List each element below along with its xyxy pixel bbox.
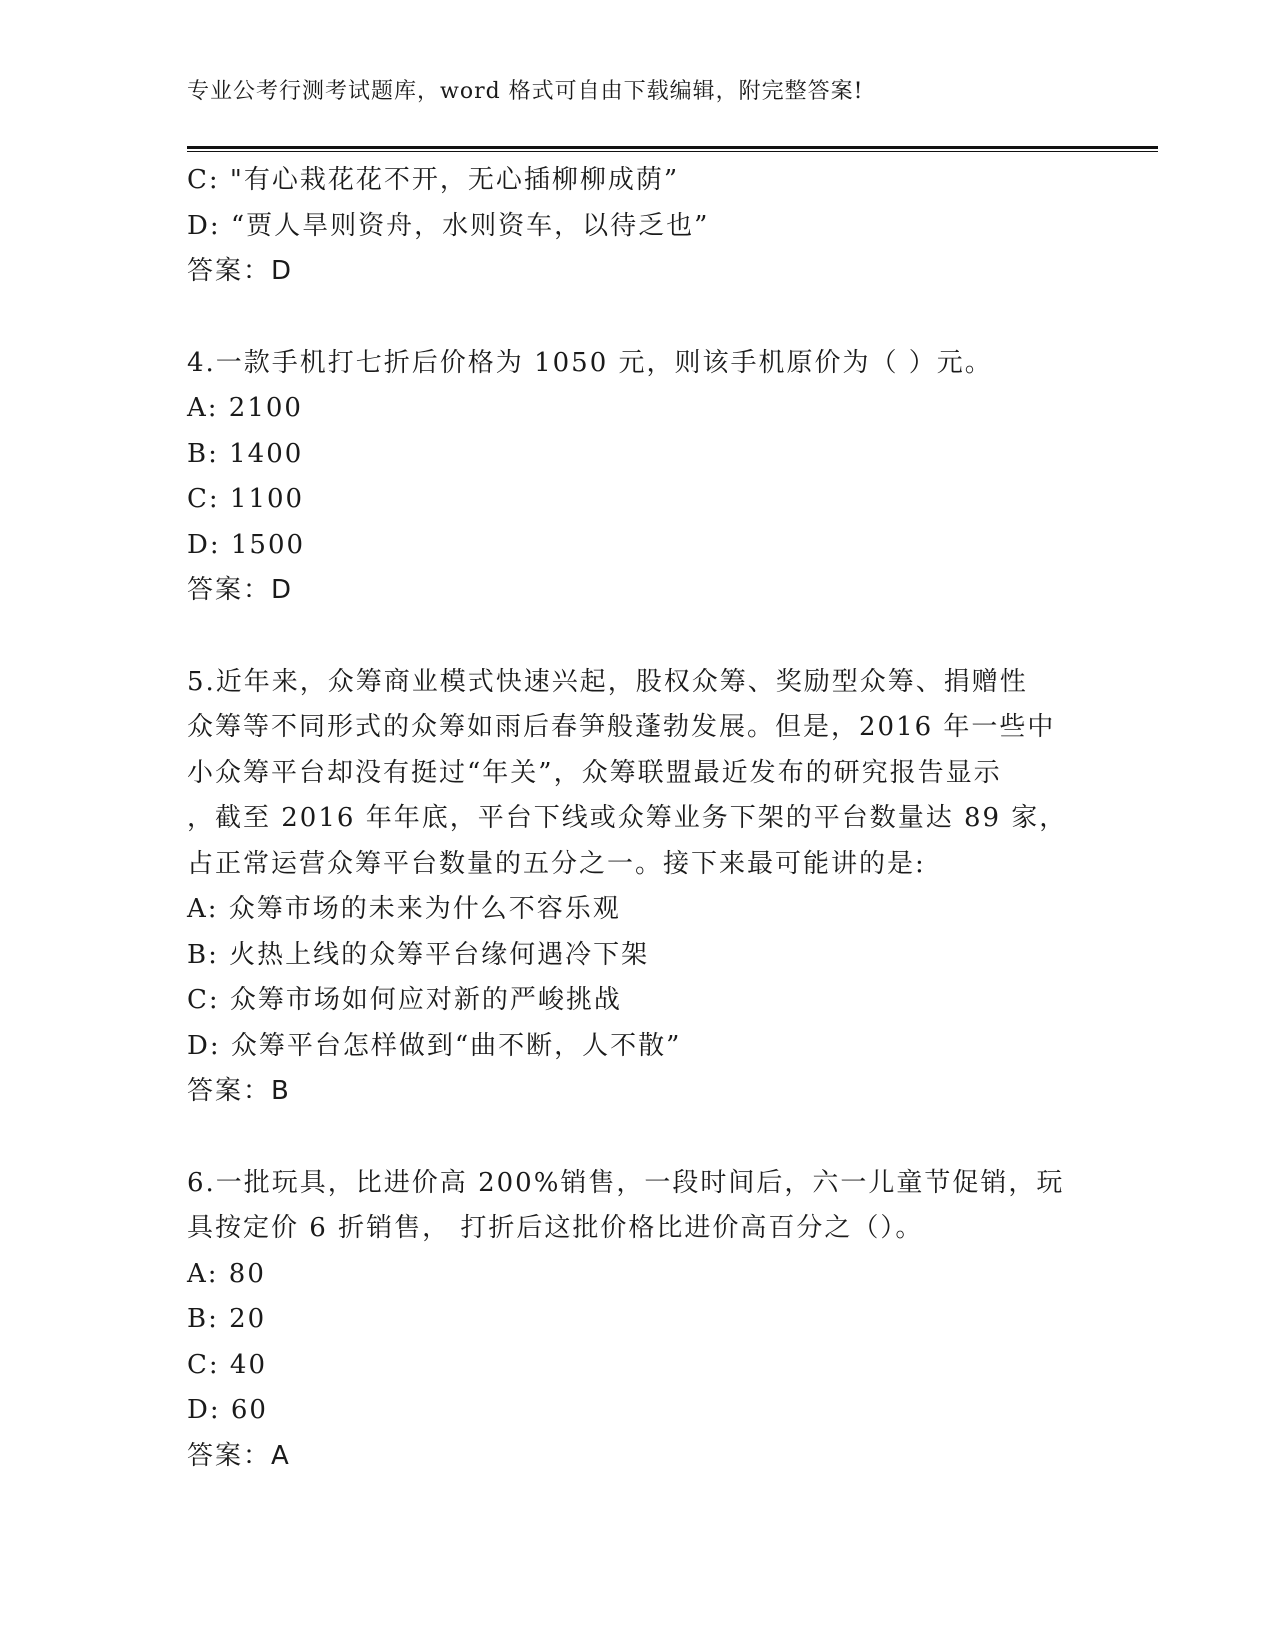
question-list <box>187 158 1087 1479</box>
option-b: B: 20 <box>187 1304 267 1334</box>
spacer <box>187 295 1087 341</box>
option-b: B: 火热上线的众筹平台缘何遇冷下架 <box>187 939 650 970</box>
spacer <box>187 614 1087 660</box>
question-block-3 <box>187 158 1087 295</box>
option-b: B: 1400 <box>187 438 304 469</box>
question-block-5 <box>187 660 1087 1115</box>
question-stem: ，截至 2016 年年底，平台下线或众筹业务下架的平台数量达 89 家， <box>187 803 1068 833</box>
answer-line: 答案：D <box>187 575 294 605</box>
question-stem: 4.一款手机打七折后价格为 1050 元，则该手机原价为（ ）元。 <box>187 347 993 378</box>
question-block-6 <box>187 1161 1087 1480</box>
option-a: A: 80 <box>187 1258 266 1289</box>
option-c: C: 众筹市场如何应对新的严峻挑战 <box>187 985 622 1015</box>
option-c: C: 1100 <box>187 484 305 514</box>
question-stem: 小众筹平台却没有挺过“年关”，众筹联盟最近发布的研究报告显示 <box>187 757 1002 788</box>
option-a: A: 众筹市场的未来为什么不容乐观 <box>187 894 621 924</box>
page-header: 专业公考行测考试题库，word 格式可自由下载编辑，附完整答案! <box>187 79 864 104</box>
option-c: C: "有心栽花花不开，无心插柳柳成荫” <box>187 165 680 195</box>
option-d: D: 60 <box>187 1395 268 1425</box>
answer-line: 答案：B <box>187 1076 291 1106</box>
header-divider-thick <box>187 146 1158 149</box>
question-stem: 众筹等不同形式的众筹如雨后春笋般蓬勃发展。但是，2016 年一些中 <box>187 712 1056 742</box>
option-c: C: 40 <box>187 1349 268 1380</box>
question-stem: 具按定价 6 折销售， 打折后这批价格比进价高百分之（）。 <box>187 1213 924 1243</box>
question-block-4 <box>187 341 1087 614</box>
spacer <box>187 1115 1087 1161</box>
header-divider-thin <box>187 151 1158 152</box>
question-stem: 6.一批玩具，比进价高 200%销售，一段时间后，六一儿童节促销，玩 <box>187 1167 1065 1198</box>
option-a: A: 2100 <box>187 393 303 423</box>
question-stem: 5.近年来，众筹商业模式快速兴起，股权众筹、奖励型众筹、捐赠性 <box>187 666 1028 697</box>
answer-line: 答案：D <box>187 256 294 286</box>
answer-line: 答案：A <box>187 1440 291 1471</box>
question-stem: 占正常运营众筹平台数量的五分之一。接下来最可能讲的是: <box>187 848 926 879</box>
option-d: D: 众筹平台怎样做到“曲不断，人不散” <box>187 1030 682 1061</box>
option-d: D: “贾人旱则资舟，水则资车，以待乏也” <box>187 210 710 241</box>
option-d: D: 1500 <box>187 529 306 560</box>
